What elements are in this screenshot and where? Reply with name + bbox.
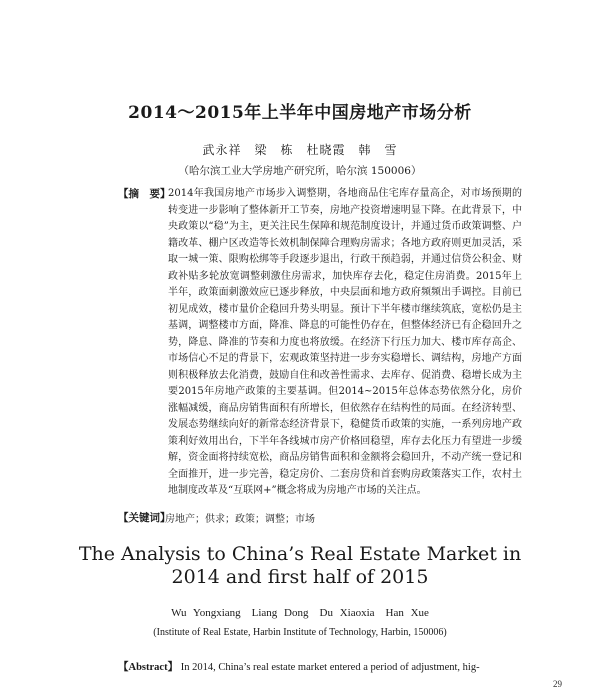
abstract-body-chinese [120, 186, 522, 500]
keywords-label-chinese: 【关键词】 [118, 512, 171, 524]
abstract-label-chinese: 【摘 要】 [118, 188, 171, 200]
page-number: 29 [553, 679, 562, 689]
paper-title-english [0, 543, 600, 589]
authors-chinese: 武永祥 梁 栋 杜晓霞 韩 雪 [202, 143, 398, 157]
affiliation-english: (Institute of Real Estate, Harbin Institute of Technology, Harbin, 150006) [153, 627, 447, 638]
abstract-english [118, 659, 538, 674]
title-english-line-2: 2014 and first half of 2015 [171, 566, 429, 588]
affiliation-chinese: （哈尔滨工业大学房地产研究所，哈尔滨 150006） [178, 165, 422, 177]
keywords-text-chinese: 房地产；供求；政策；调整；市场 [165, 514, 315, 525]
abstract-text-chinese: 2014年我国房地产市场步入调整期，各地商品住宅库存量高企，对市场预期的转变进一步影响了整体新开工节奏，房地产投资增速明显下降。在此背景下，中央政策以“稳”为主，更关注民生保障和规范制度设计，并通过货币政策调整、户籍改革、棚户区改造等长效机制保障合理购房需求；各地方政府则更加灵活，采取一城一策、限购松绑等手段逐步退出，行政干预趋弱，并通过信贷公积金、财政补贴多轮放宽调整刺激住房需求，加快库存去化，稳定住房消费。2015年上半年，政策面刺激效应已逐步释放，中央层面和地方政府频频出手调控。目前已初见成效，楼市量价企稳回升势头明显。预计下半年楼市继续筑底，宽松仍是主基调，调整楼市方面，降准、降息的可能性仍存在，但整体经济已有企稳回升之势，降息、降准的节奏和力度也将放缓。在经济下行压力加大、楼市库存高企、市场信心不足的背景下，宏观政策坚持进一步夯实稳增长、调结构，房地产方面则积极释放去化消费，鼓励自住和改善性需求、去库存、促消费、稳增长成为主要2015年房地产政策的主要基调。但2014~2015年总体态势依然分化，房价涨幅减缓，商品房销售面积有所增长，但依然存在结构性的局面。在经济转型、发展态势继续向好的新常态经济背景下，稳健货币政策的实施，一系列房地产政策利好效用出台，下半年各线城市房产价格回稳望，库存去化压力有望进一步缓解，资金面将持续宽松，商品房销售面积和金额将会稳回升，不动产统一登记和全面推开，进一步完善，稳定房价、二套房贷和首套购房政策落实工作，农村土地制度改革及“互联网+”概念将成为房地产市场的关注点。 [168, 188, 522, 496]
authors-english: Wu Yongxiang Liang Dong Du Xiaoxia Han Xue [171, 607, 429, 619]
paper-title-chinese: 2014～2015年上半年中国房地产市场分析 [128, 103, 472, 123]
title-english-line-1: The Analysis to China’s Real Estate Market in [78, 543, 522, 565]
abstract-label-english: 【Abstract】 [118, 662, 179, 673]
abstract-text-english: In 2014, China’s real estate market entered a period of adjustment, hig- [180, 662, 480, 673]
